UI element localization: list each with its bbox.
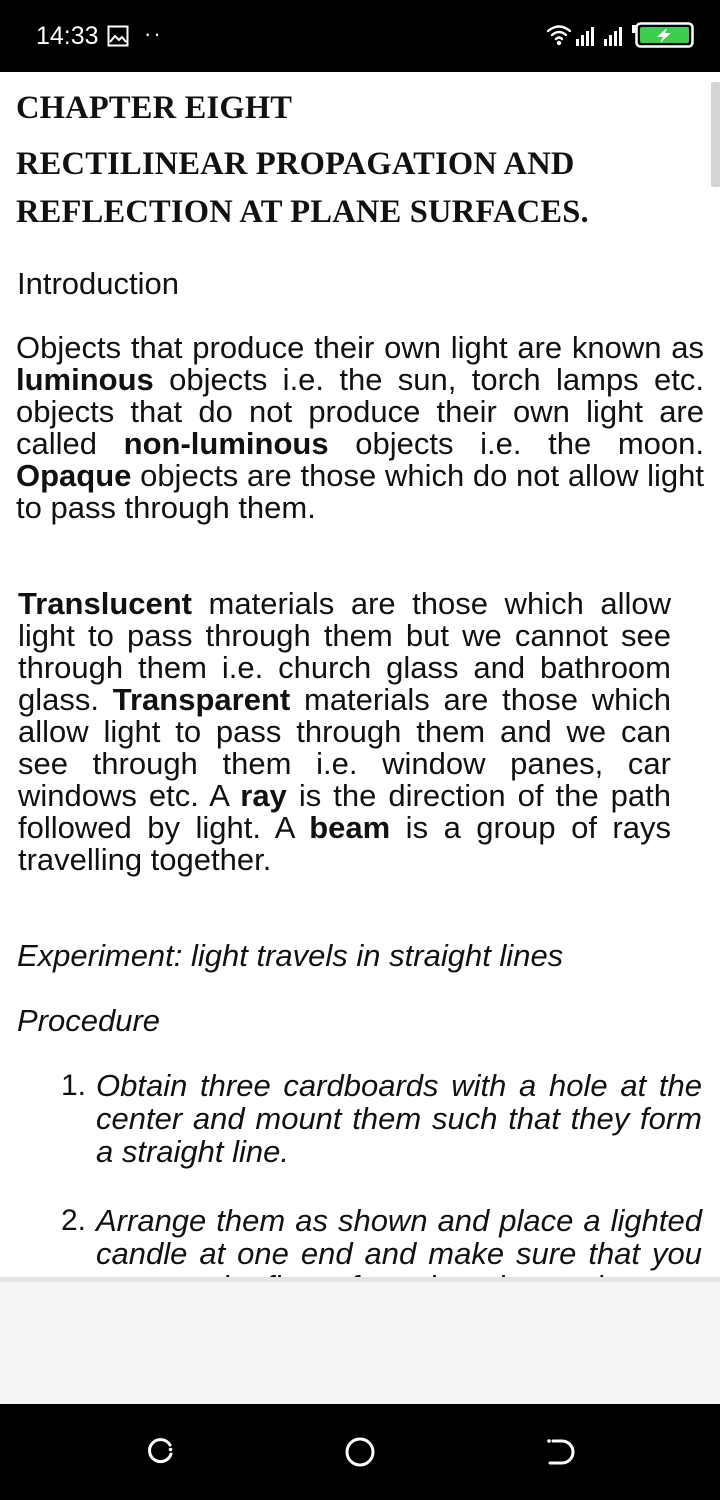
status-indicators (546, 22, 698, 50)
experiment-label: Experiment: light travels in straight lines (17, 938, 564, 973)
back-icon[interactable] (544, 1436, 576, 1468)
paragraph-translucent: Translucent materials are those which allow light to pass through them but we cannot see through them i.e. church glass and bathroom glass. Transparent materials are those which allow light to pass through them and we can see through them i.e. window panes, car windows etc. A ray is the direction of the path followed by light. A beam is a group of rays travelling together. (18, 586, 671, 877)
chapter-title-line-2: REFLECTION AT PLANE SURFACES. (16, 194, 589, 230)
term-non-luminous: non-luminous (123, 426, 329, 461)
procedure-label: Procedure (17, 1003, 161, 1038)
recents-icon[interactable] (144, 1436, 176, 1468)
reader-content[interactable] (0, 72, 720, 1277)
term-opaque: Opaque (16, 458, 132, 493)
procedure-step (0, 1069, 720, 1168)
chapter-heading: CHAPTER EIGHT (16, 90, 293, 126)
term-ray: ray (240, 778, 287, 813)
battery-charging-icon (632, 24, 693, 47)
procedure-step-number: 2. (61, 1204, 87, 1237)
more-dots-icon: ·· (144, 21, 163, 46)
procedure-step-text: Obtain three cardboards with a hole at the center and mount them such that they form a straight line. (96, 1068, 702, 1169)
term-transparent: Transparent (112, 682, 291, 717)
status-bar (0, 0, 720, 72)
intro-label: Introduction (17, 266, 179, 301)
scrollbar-thumb[interactable] (711, 82, 720, 187)
term-translucent: Translucent (18, 586, 192, 621)
bottom-blank-area (0, 1277, 720, 1404)
paragraph-luminous: Objects that produce their own light are known as luminous objects i.e. the sun, torch lamps etc. objects that do not produce their own light are called non-luminous objects i.e. the moon. Opaque objects are those which do not allow light to pass through them. (16, 330, 705, 525)
image-notification-icon (107, 25, 129, 47)
status-time: 14:33 (36, 22, 99, 50)
wifi-icon (548, 27, 570, 40)
chapter-title-line-1: RECTILINEAR PROPAGATION AND (16, 146, 575, 182)
procedure-step-number: 1. (61, 1069, 87, 1102)
term-luminous: luminous (16, 362, 154, 397)
procedure-step-text: Arrange them as shown and place a lighted candle at one end and make sure that you (96, 1203, 702, 1271)
navigation-bar (0, 1404, 720, 1500)
signal-icon (576, 27, 594, 46)
term-beam: beam (309, 810, 391, 845)
signal-icon (604, 27, 622, 46)
home-icon[interactable] (344, 1436, 376, 1468)
